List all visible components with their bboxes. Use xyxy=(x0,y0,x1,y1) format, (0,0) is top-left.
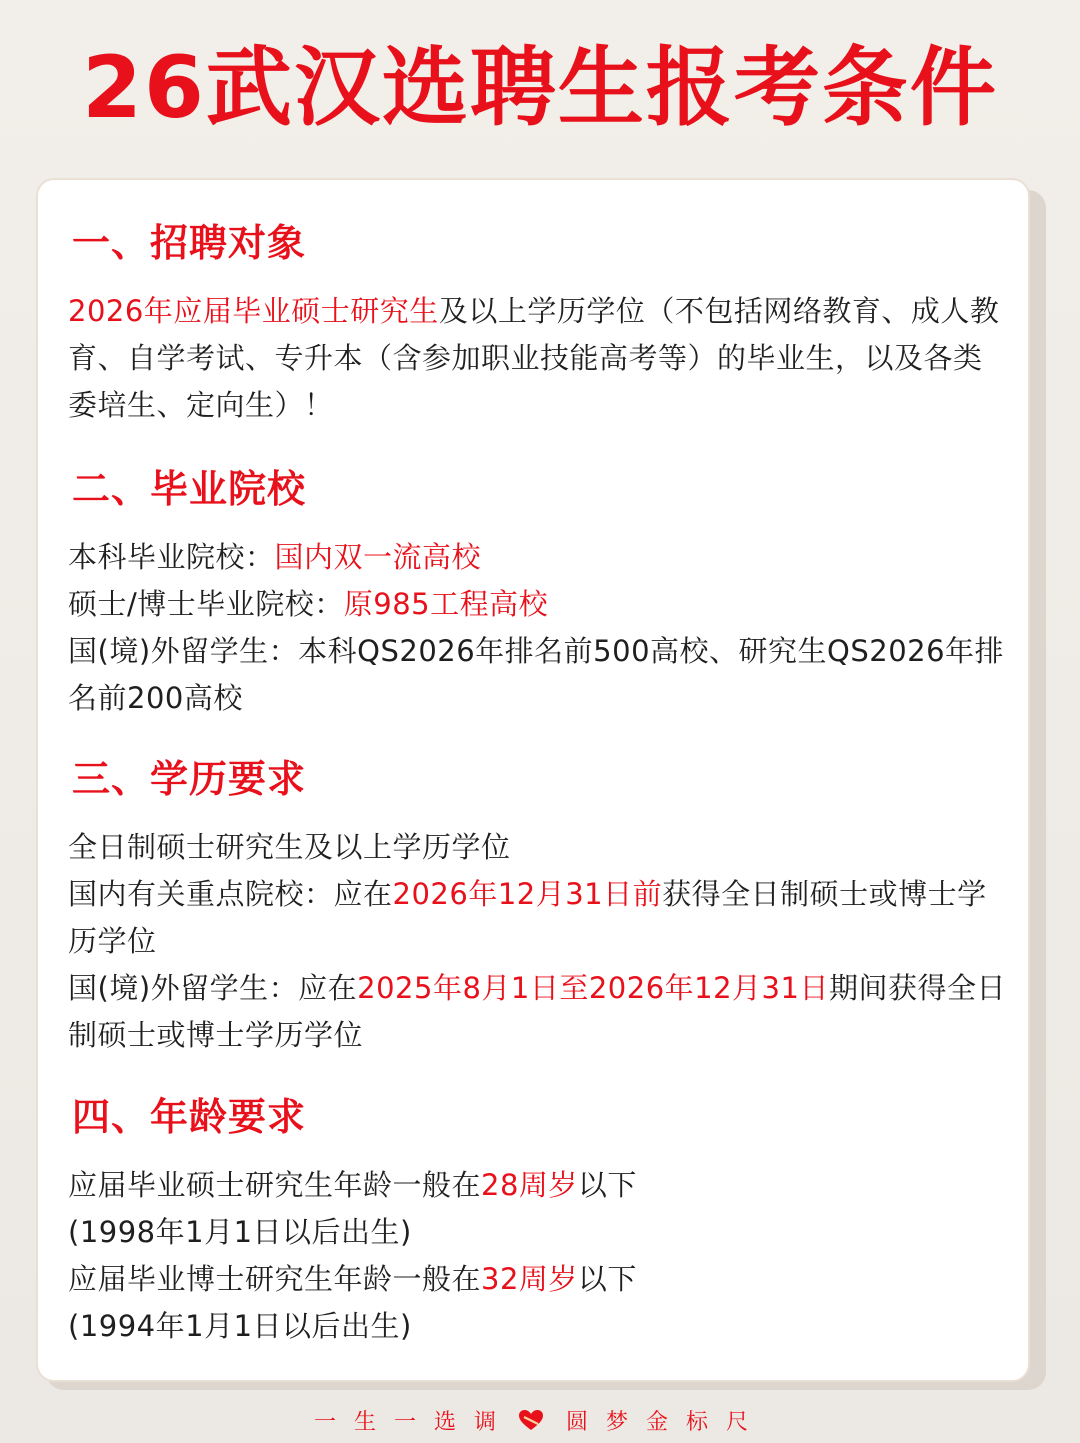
body-text: 以下 xyxy=(577,1168,637,1202)
highlight-text: 2025年8月1日至2026年12月31日 xyxy=(357,971,829,1005)
highlight-text: 原985工程高校 xyxy=(343,587,549,621)
body-text: 本科毕业院校： xyxy=(68,540,275,574)
section-heading: 四、年龄要求 xyxy=(72,1095,307,1139)
body-line xyxy=(68,534,1008,581)
body-text: 国内有关重点院校：应在 xyxy=(68,877,393,911)
body-text: 以下 xyxy=(577,1262,637,1296)
section-heading: 二、毕业院校 xyxy=(72,467,307,511)
body-line xyxy=(68,1162,1008,1209)
page-title: 26武汉选聘生报考条件 xyxy=(82,38,998,138)
body-line xyxy=(68,965,1008,1059)
section-recruitment-target xyxy=(68,218,1008,429)
section-age-requirement xyxy=(68,1092,1008,1350)
body-text: 应届毕业博士研究生年龄一般在 xyxy=(68,1262,482,1296)
highlight-text: 2026年12月31日前 xyxy=(392,877,663,911)
body-line xyxy=(68,581,1008,628)
highlight-text: 国内双一流高校 xyxy=(274,540,482,574)
body-line xyxy=(68,628,1008,722)
section-heading: 三、学历要求 xyxy=(72,757,307,801)
body-line xyxy=(68,871,1008,965)
body-text: (1998年1月1日以后出生) xyxy=(68,1215,412,1249)
body-line xyxy=(68,1256,1008,1303)
section-graduate-school xyxy=(68,464,1008,722)
highlight-text: 28周岁 xyxy=(481,1168,578,1202)
body-text: (1994年1月1日以后出生) xyxy=(68,1309,412,1343)
body-text: 硕士/博士毕业院校： xyxy=(68,587,344,621)
body-text: 国(境)外留学生：应在 xyxy=(68,971,358,1005)
section-body xyxy=(68,288,1008,429)
body-text: 获得全日制硕士或博士学历学位 xyxy=(68,877,987,958)
section-body xyxy=(68,534,1008,722)
body-text: 应届毕业硕士研究生年龄一般在 xyxy=(68,1168,482,1202)
body-line xyxy=(68,1303,1008,1350)
content-card xyxy=(36,178,1030,1382)
body-text: 期间获得全日制硕士或博士学历学位 xyxy=(68,971,1006,1052)
heart-icon xyxy=(518,1409,544,1431)
body-text: 全日制硕士研究生及以上学历学位 xyxy=(68,830,511,864)
footer-slogan xyxy=(0,1400,1080,1440)
body-text: 国(境)外留学生：本科QS2026年排名前500高校、研究生QS2026年排名前200高校 xyxy=(68,634,1005,715)
section-body xyxy=(68,824,1008,1059)
highlight-text: 32周岁 xyxy=(481,1262,578,1296)
highlight-text: 2026年应届毕业硕士研究生 xyxy=(68,294,439,328)
body-line xyxy=(68,1209,1008,1256)
section-education-requirement xyxy=(68,754,1008,1059)
section-heading: 一、招聘对象 xyxy=(72,221,307,265)
footer-right-text: 圆梦金标尺 xyxy=(566,1409,767,1435)
section-body xyxy=(68,1162,1008,1350)
body-line xyxy=(68,824,1008,871)
footer-left-text: 一生一选调 xyxy=(313,1409,514,1435)
body-text: 及以上学历学位（不包括网络教育、成人教育、自学考试、专升本（含参加职业技能高考等）的毕业生，以及各类委培生、定向生）！ xyxy=(68,294,1000,422)
